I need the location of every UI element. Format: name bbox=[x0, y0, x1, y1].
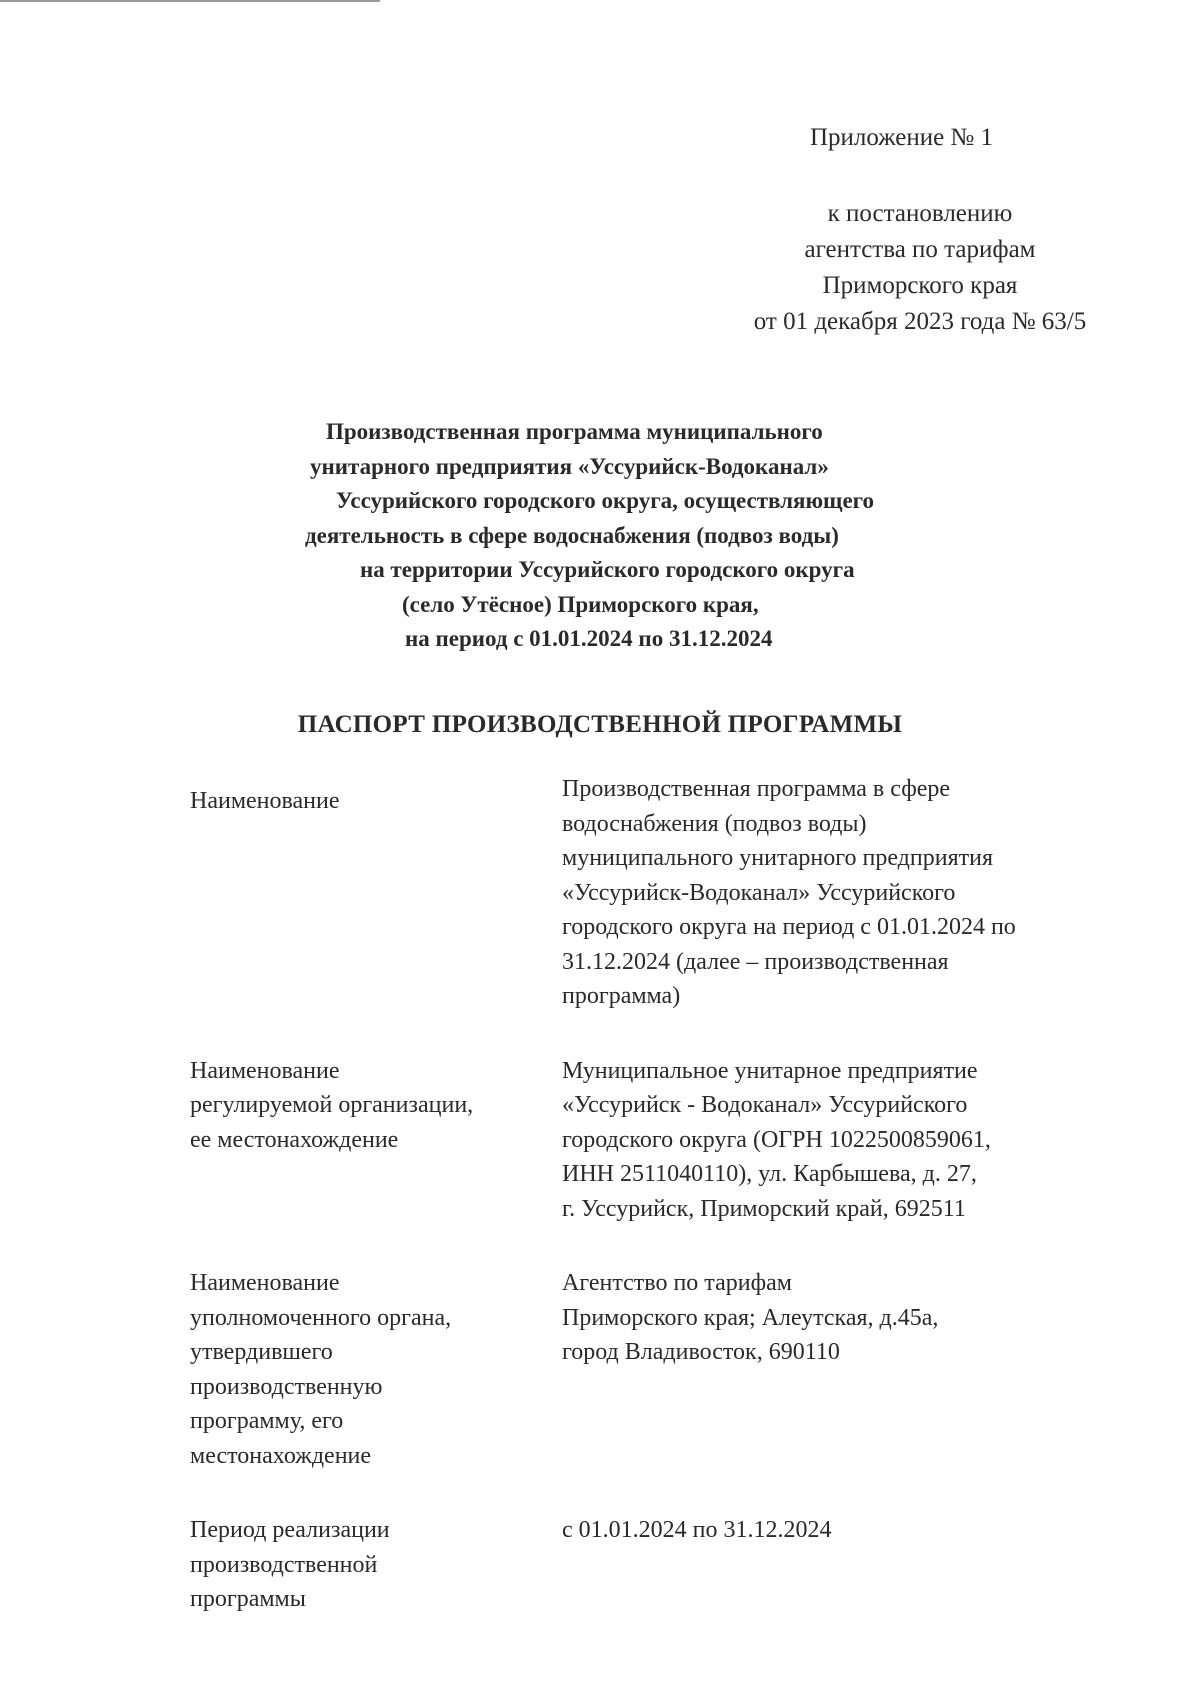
title-line: Уссурийского городского округа, осуществляющего bbox=[336, 488, 875, 513]
row-label bbox=[190, 1513, 562, 1617]
appendix-line: к постановлению bbox=[827, 200, 1013, 227]
value-line: Приморского края; Алеутская, д.45а, bbox=[562, 1304, 939, 1331]
label-line: Наименование bbox=[190, 1270, 340, 1296]
title-line: на территории Уссурийского городского округа bbox=[360, 557, 855, 582]
value-line: Производственная программа в сфере bbox=[562, 776, 951, 802]
program-title bbox=[280, 415, 1040, 657]
value-line: ИНН 2511040110), ул. Карбышева, д. 27, bbox=[562, 1161, 977, 1187]
passport-table bbox=[190, 772, 1110, 1617]
label-line: программы bbox=[190, 1586, 306, 1612]
label-line: утвердившего bbox=[190, 1339, 333, 1365]
row-value bbox=[562, 1054, 1110, 1227]
row-value bbox=[562, 772, 1110, 1014]
label-line: Наименование bbox=[190, 1057, 340, 1084]
label-line: ее местонахождение bbox=[190, 1126, 399, 1153]
row-label bbox=[190, 1054, 562, 1227]
value-line: Муниципальное унитарное предприятие bbox=[562, 1057, 978, 1084]
label-line: уполномоченного органа, bbox=[190, 1304, 452, 1331]
value-line: городского округа на период с 01.01.2024 по bbox=[562, 914, 1016, 940]
value-line: «Уссурийск-Водоканал» Уссурийского bbox=[562, 879, 956, 906]
scan-edge-line bbox=[0, 0, 380, 2]
value-line: водоснабжения (подвоз воды) bbox=[562, 810, 867, 837]
appendix-line: агентства по тарифам bbox=[804, 236, 1036, 263]
label-line: регулируемой организации, bbox=[190, 1092, 474, 1118]
appendix-block bbox=[700, 120, 1140, 340]
title-line: на период с 01.01.2024 по 31.12.2024 bbox=[405, 626, 773, 651]
label-line: Период реализации bbox=[190, 1517, 390, 1543]
row-value bbox=[562, 1266, 1110, 1473]
title-line: деятельность в сфере водоснабжения (подвоз воды) bbox=[305, 522, 839, 548]
value-line: Агентство по тарифам bbox=[562, 1270, 792, 1296]
value-line: с 01.01.2024 по 31.12.2024 bbox=[562, 1517, 832, 1543]
appendix-number: Приложение № 1 bbox=[810, 124, 994, 151]
row-label bbox=[190, 1266, 562, 1473]
passport-row-name bbox=[190, 772, 1110, 1014]
label-line: программу, его bbox=[190, 1408, 344, 1434]
value-line: городского округа (ОГРН 1022500859061, bbox=[562, 1126, 991, 1153]
value-line: муниципального унитарного предприятия bbox=[562, 845, 993, 871]
passport-heading: ПАСПОРТ ПРОИЗВОДСТВЕННОЙ ПРОГРАММЫ bbox=[297, 711, 903, 738]
label-line: производственную bbox=[190, 1373, 383, 1400]
passport-row-organization bbox=[190, 1054, 1110, 1227]
title-line: унитарного предприятия «Уссурийск-Водоканал» bbox=[310, 453, 829, 479]
passport-row-authority bbox=[190, 1266, 1110, 1473]
label-line: местонахождение bbox=[190, 1442, 372, 1469]
row-label bbox=[190, 772, 562, 1014]
row-value bbox=[562, 1513, 1110, 1617]
value-line: «Уссурийск - Водоканал» Уссурийского bbox=[562, 1092, 968, 1118]
value-line: г. Уссурийск, Приморский край, 692511 bbox=[562, 1195, 966, 1222]
appendix-line: от 01 декабря 2023 года № 63/5 bbox=[753, 308, 1087, 335]
title-line: (село Утёсное) Приморского края, bbox=[402, 591, 759, 617]
label-line: Наименование bbox=[190, 788, 340, 814]
appendix-line: Приморского края bbox=[822, 272, 1018, 299]
title-line: Производственная программа муниципального bbox=[326, 419, 823, 444]
value-line: город Владивосток, 690110 bbox=[562, 1339, 840, 1365]
label-line: производственной bbox=[190, 1551, 378, 1578]
passport-row-period bbox=[190, 1513, 1110, 1617]
value-line: 31.12.2024 (далее – производственная bbox=[562, 948, 949, 975]
value-line: программа) bbox=[562, 983, 681, 1009]
